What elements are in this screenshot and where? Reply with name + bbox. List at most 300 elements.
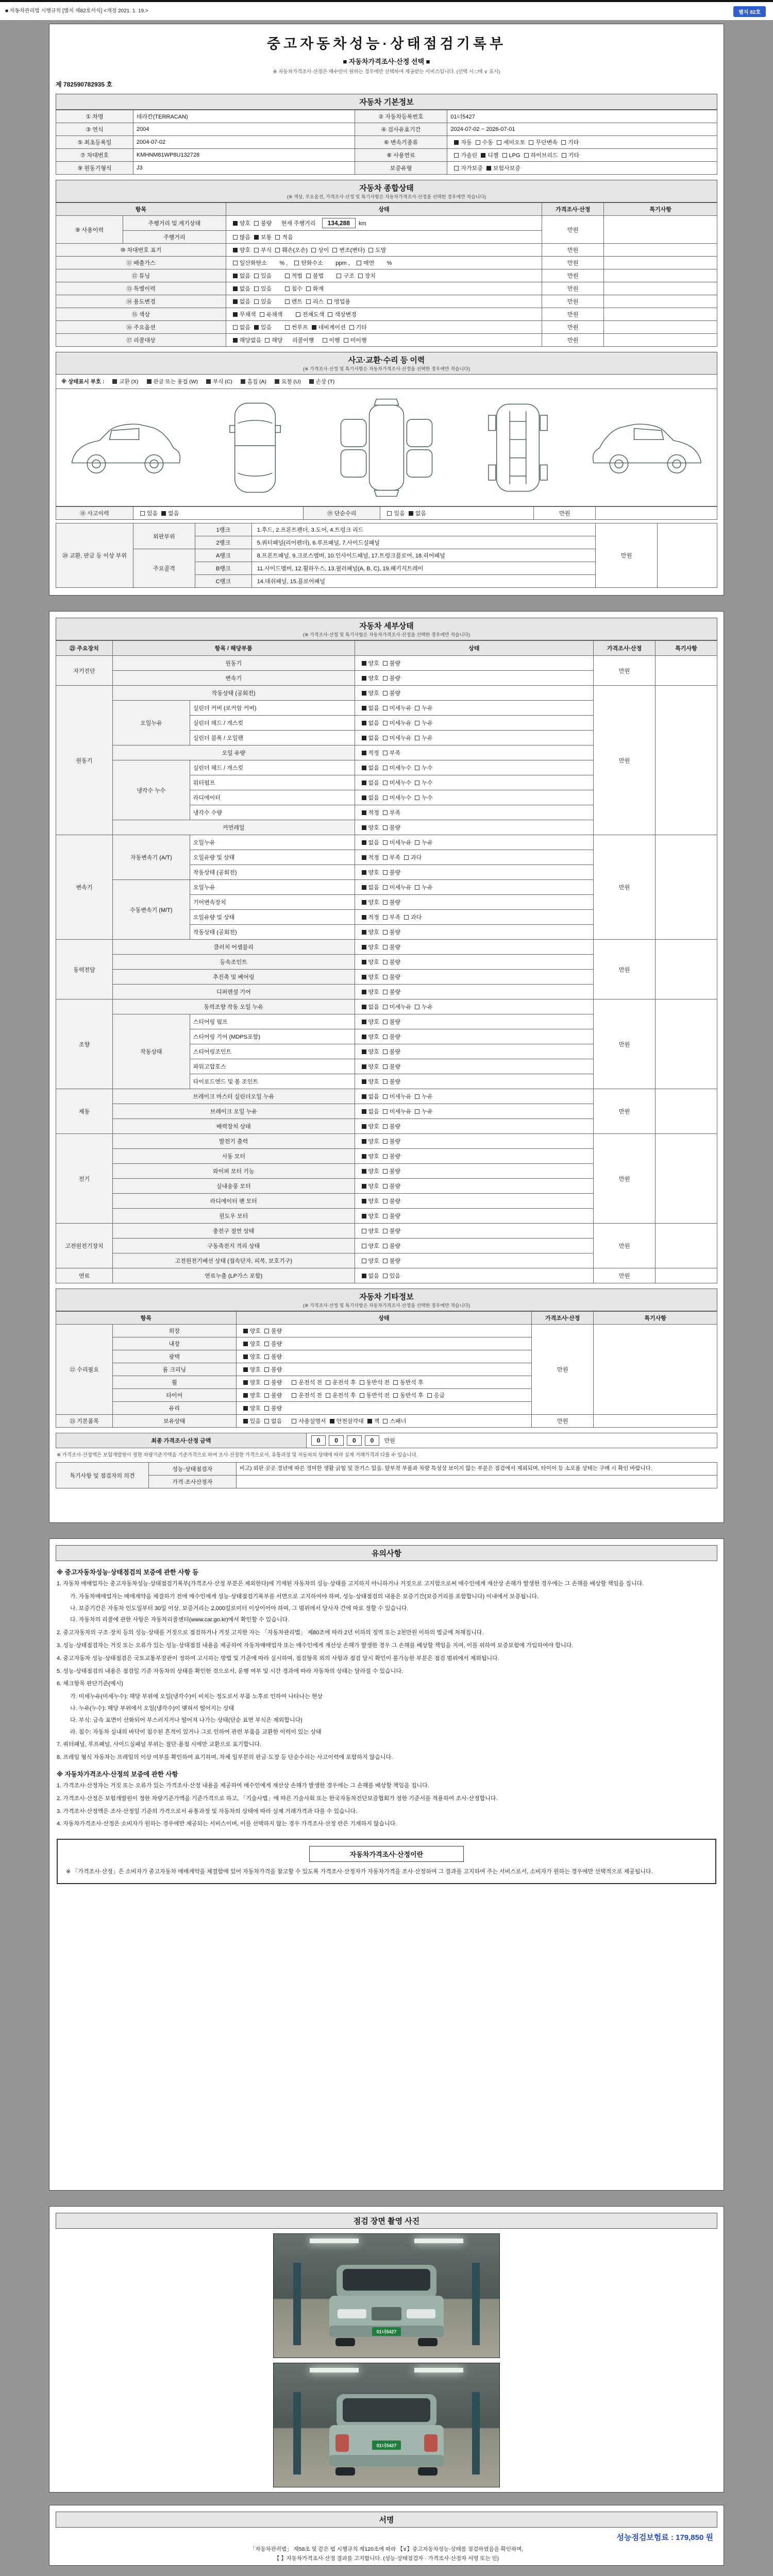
checkbox-icon [415,736,419,740]
value-cell [355,940,594,955]
checkbox-label: 없음 [239,299,250,305]
section-note-accident: (※ 가격조사·산정 및 특기사항은 자동차가격조사·산정을 선택한 경우에만 적습니다) [303,366,470,371]
checkbox-label: 누유 [422,735,433,741]
value-cell [604,295,717,308]
checkbox-icon [383,1244,388,1248]
basic-info-table [56,110,717,175]
checkbox-icon [294,261,299,265]
label-cell: 구동축전지 격리 상태 [112,1239,355,1253]
column-header-cell: 상태 [226,203,542,216]
checkbox-label: 없음 [368,735,379,741]
label-cell: 발전기 출력 [112,1134,355,1149]
car-damage-diagrams [56,389,717,506]
legend-label: 요철 (U) [281,379,301,385]
value-cell: 8.프론트패널, 9.크로스멤버, 10.인사이드패널, 17.트렁크플로어, 18.리어패널 [251,549,595,562]
lift-post-icon [472,2392,480,2475]
section-bar-detail [56,618,717,640]
checkbox-icon [285,299,290,304]
notice-item: 1. 가격조사·산정자는 거짓 또는 오류가 있는 가격조사·산정 내용을 제공하여 매수인에게 재산상 손해가 발생한 경우에는 그 손해를 배상할 책임을 집니다. [57,1782,429,1789]
checkbox-icon [393,1380,398,1385]
checkbox-label: 적법 [291,273,303,279]
checkbox-icon [243,1393,248,1398]
text: km [357,221,366,227]
value-cell [355,850,594,865]
checkbox-icon [233,274,238,278]
table-row [56,835,717,850]
value-cell: 2004-07-02 [133,136,355,149]
checkbox-icon [233,261,238,265]
value-cell [236,1389,532,1402]
legend-square-icon [147,379,152,384]
value-cell [226,244,542,257]
checkbox-label: 미세누유 [389,1094,412,1100]
value-cell [604,334,717,347]
label-cell: 주요골격 [133,549,195,588]
label-cell: ① 차명 [56,110,133,123]
checkbox-icon [383,661,388,666]
checkbox-label: 일산화탄소 [239,260,267,266]
state-mark-legend-item [309,378,335,385]
label-cell: 와이퍼 모터 기능 [112,1164,355,1179]
checkbox-icon [454,140,459,145]
value-cell [355,1074,594,1089]
value-cell: 1.후드, 2.프론트펜더, 3.도어, 4.트렁크 리드 [251,523,595,536]
inspection-photo-front [273,2233,500,2358]
checkbox-label: 없음 [368,1109,379,1115]
value-cell [656,1089,717,1134]
checkbox-label: 양호 [368,1124,379,1130]
price-survey-select-note: ※ 자동차가격조사·산정은 매수인이 원하는 경우에만 선택하여 제공받는 서비스입니다. (선택 시 □에 ∨ 표시) [273,69,500,75]
title-block [56,30,717,75]
table-row [56,507,717,520]
checkbox-icon [254,248,259,252]
table-row [56,1325,717,1337]
checkbox-icon [362,1259,366,1263]
checkbox-label: 운전석 전 [298,1380,323,1386]
checkbox-label: 양호 [249,1341,261,1347]
legend-square-icon [112,379,117,384]
checkbox-icon [529,140,533,145]
checkbox-icon [311,248,316,252]
checkbox-icon [330,1419,334,1423]
value-cell: 만원 [542,295,604,308]
checkbox-icon [383,1419,388,1423]
checkbox-icon [254,221,259,226]
checkbox-icon [362,1094,366,1099]
checkbox-label: 유채색 [266,312,283,318]
checkbox-label: 동반석 후 [400,1393,424,1399]
notice-subitem: 다. 부식: 금속 표면이 산화되어 부스러지거나 떨어져 나가는 상태(단순 표면 부식은 제외합니다) [70,1717,303,1723]
checkbox-icon [362,661,366,666]
main-form-card [49,24,724,596]
checkbox-label: 미세누유 [389,735,412,741]
checkbox-icon [415,1005,419,1009]
label-cell: 작동상태 (공회전) [112,686,355,701]
checkbox-label: 미세누유 [389,885,412,891]
value-cell: 만원 [542,282,604,295]
checkbox-icon [383,1079,388,1084]
checkbox-label: 누유 [422,840,433,846]
value-cell: 만원 [542,269,604,282]
value-cell: 비고) 외판 곳곳 경년에 따른 경미한 생활 긁힘 및 잔기스 있음. 탈부착 부품과 차량 특성상 보이지 않는 부분은 점검에서 제외되며, 타이어 등 소모품 상태는 구매 시 확인 바랍니다. [236,1463,717,1476]
label-cell: 고전원전기장치 [56,1224,113,1268]
label-cell: ㉓ 기본품목 [56,1415,113,1428]
value-cell: 만원 [542,308,604,321]
accident-history-table [56,506,717,520]
label-cell: ② 자동차등록번호 [355,110,447,123]
label-cell: ㉒ 수리필요 [56,1325,113,1415]
checkbox-icon [362,706,366,710]
checkbox-icon [383,781,388,785]
value-cell [226,269,542,282]
legend-square-icon [241,379,245,384]
checkbox-icon [383,900,388,905]
value-cell [656,999,717,1089]
checkbox-label: 불량 [389,870,401,876]
value-cell [355,701,594,716]
value-cell [355,716,594,731]
checkbox-label: 없음 [239,325,250,331]
checkbox-icon [362,945,366,950]
label-cell: ⑩ 차대번호 표기 [56,244,226,257]
checkbox-icon [562,153,566,158]
checkbox-icon [387,511,392,516]
label-cell: ⑬ 특별이력 [56,282,226,295]
checkbox-icon [502,153,507,158]
checkbox-icon [383,751,388,755]
value-cell [355,985,594,999]
checkbox-icon [362,975,366,979]
checkbox-icon [358,274,363,278]
value-cell [656,686,717,835]
checkbox-label: LPG [509,152,520,159]
checkbox-icon [362,855,366,860]
checkbox-label: 양호 [368,825,379,831]
checkbox-label: 없음 [239,273,250,279]
label-cell: 연료누출 (LP가스 포함) [112,1268,355,1283]
label-cell: 내장 [112,1337,236,1350]
table-row [56,136,717,149]
checkbox-icon [362,870,366,875]
checkbox-icon [332,248,337,252]
section-note-overall: (※ 색상, 주요옵션, 가격조사·산정 및 특기사항은 자동차가격조사·산정을 선택한 경우에만 적습니다) [287,194,486,199]
legend-label: 판금 또는 용접 (W) [153,379,198,385]
checkbox-icon [383,975,388,979]
checkbox-label: 없음 [368,780,379,786]
checkbox-label: 변조(변타) [339,247,365,253]
checkbox-label: 불량 [389,1258,401,1264]
table-row [56,123,717,136]
label-cell: ⑪ 배출가스 [56,257,226,269]
value-cell [355,999,594,1014]
checkbox-label: 적정 [368,914,379,921]
state-mark-legend-item [206,378,232,385]
checkbox-label: 불량 [389,1079,401,1085]
label-cell: 등속조인트 [112,955,355,970]
checkbox-icon [264,1329,269,1333]
notice-subitem: 가. 미세누유(미세누수): 해당 부위에 오일(냉각수)이 비치는 정도로서 부품 노후로 인하여 나타나는 현상 [70,1693,323,1700]
checkbox-icon [362,1064,366,1069]
car-front-illustration [322,2262,451,2353]
checkbox-label: 있음 [249,1418,261,1425]
value-cell: 01너5427 [447,110,717,123]
value-cell [355,1268,594,1283]
value-cell: KMHNM81WP8U132728 [133,149,355,162]
checkbox-icon [344,338,348,343]
notice-item: 4. 자동차가격조사·산정은 소비자가 원하는 경우에만 제공되는 서비스이며, 이를 선택하지 않는 경우 가격조사·산정 란은 기재하지 않습니다. [57,1821,397,1827]
section-bar-notice [56,1545,717,1561]
table-row [56,641,717,656]
checkbox-icon [383,1184,388,1189]
checkbox-label: 부족 [389,810,401,816]
value-cell: 만원 [596,523,658,588]
value-cell [236,1415,532,1428]
label-cell: 1랭크 [195,523,251,536]
value-cell [226,231,542,244]
checkbox-icon [349,325,354,330]
checkbox-label: 해당 [272,337,283,344]
checkbox-label: 불량 [389,944,401,951]
checkbox-label: 스패너 [390,1418,407,1425]
checkbox-icon [292,1393,296,1398]
checkbox-icon [360,1380,364,1385]
checkbox-icon [306,286,311,291]
ceiling-light-icon [414,2239,463,2243]
checkbox-label: 불량 [271,1341,282,1347]
checkbox-icon [383,930,388,935]
checkbox-label: 불량 [389,974,401,980]
lift-post-icon [293,2392,301,2475]
checkbox-label: 누수 [422,780,433,786]
checkbox-label: 해당없음 [239,337,262,344]
column-header-cell: 가격조사·산정 [542,203,604,216]
checkbox-label: 불량 [389,1064,401,1070]
checkbox-icon [254,286,259,291]
label-cell: ⑱ 사고이력 [56,507,133,520]
text [324,273,333,279]
checkbox-label: 불량 [389,675,401,682]
label-cell: 오일 유량 [112,745,355,760]
detail-status-table [56,640,717,1283]
checkbox-label: 동반석 전 [366,1393,390,1399]
checkbox-icon [383,960,388,964]
checkbox-label: 있음 [261,273,272,279]
checkbox-icon [362,721,366,725]
checkbox-icon [383,855,388,860]
value-cell [355,1104,594,1119]
checkbox-label: 무채색 [239,312,256,318]
label-cell: 원동기 [112,656,355,671]
checkbox-label: 양호 [368,660,379,667]
label-cell: 제동 [56,1089,113,1134]
checkbox-icon [264,1342,269,1346]
checkbox-label: 미세누수 [389,795,412,801]
label-cell: 유리 [112,1402,236,1415]
checkbox-icon [362,960,366,964]
checkbox-icon [362,900,366,905]
checkbox-icon [383,885,388,890]
checkbox-label: 양호 [249,1328,261,1334]
label-cell: 전기 [56,1134,113,1224]
checkbox-icon [409,511,413,516]
value-cell: 오일유량 및 상태 [190,910,355,925]
checkbox-label: 불량 [389,1034,401,1040]
checkbox-label: 불량 [389,1183,401,1190]
checkbox-label: 불량 [389,1019,401,1025]
checkbox-icon [362,1049,366,1054]
checkbox-label: 침수 [291,286,303,292]
checkbox-label: 양호 [368,1034,379,1040]
checkbox-icon [254,235,259,240]
checkbox-label: 미세누유 [389,1109,412,1115]
checkbox-label: 보험사보증 [493,165,521,172]
checkbox-icon [161,511,166,516]
top-strip [0,0,773,21]
checkbox-icon [383,1274,388,1278]
table-row [56,244,717,257]
checkbox-icon [393,1393,398,1398]
value-cell [604,257,717,269]
checkbox-icon [362,990,366,994]
checkbox-label: 불량 [271,1380,282,1386]
label-cell: 조향 [56,999,113,1089]
notice-subitem: 다. 자동차의 리콜에 관한 사항은 자동차리콜센터(www.car.go.kr)에서 확인할 수 있습니다. [70,1617,290,1623]
checkbox-label: 자동 [461,140,472,146]
value-cell: 만원 [532,1415,594,1428]
value-cell: 파워고압호스 [190,1059,355,1074]
checkbox-label: 없음 [168,511,179,517]
checkbox-icon [362,1214,366,1218]
checkbox-icon [454,153,459,158]
checkbox-icon [383,1199,388,1204]
label-cell: ⑨ 사용이력 [56,216,123,244]
value-cell [355,731,594,745]
text: 리콜이행 [282,337,319,344]
checkbox-label: 있음 [389,1273,401,1279]
value-cell [656,656,717,686]
text: % [374,260,392,266]
checkbox-label: 없음 [239,286,250,292]
checkbox-icon [362,915,366,920]
price-survey-definition-box [57,1839,716,1884]
label-cell: 동력전달 [56,940,113,999]
notice-item: 1. 자동차 매매업자는 중고자동차성능·상태점검기록부(가격조사·산정 부분은 제외한다)에 기재된 자동차의 성능·상태를 고지하지 아니하거나 거짓으로 고지함으로써 매수인에게 재산상 손해가 발생한 경우에는 그 손해를 배상할 책임을 집니다. [57,1581,644,1587]
text [272,273,281,279]
value-cell [355,1044,594,1059]
state-mark-legend-item [112,378,138,385]
car-diagram-side-right-icon [589,395,710,501]
checkbox-label: 없음 [368,795,379,801]
value-cell [355,1239,594,1253]
table-row [56,1463,717,1476]
checkbox-label: 운전석 후 [332,1393,356,1399]
value-cell [355,1179,594,1194]
car-diagram-underbody-icon [457,395,579,501]
checkbox-label: 누수 [422,765,433,771]
label-cell: 윈도우 모터 [112,1209,355,1224]
checkbox-label: 없음 [368,1273,379,1279]
checkbox-label: 양호 [368,1079,379,1085]
value-cell [355,775,594,790]
value-cell: 스티어링 기어 (MDPS포함) [190,1029,355,1044]
value-cell [594,1325,717,1415]
checkbox-icon [362,1005,366,1009]
value-cell: 워터펌프 [190,775,355,790]
checkbox-label: 양호 [368,900,379,906]
checkbox-label: 있음 [261,286,272,292]
value-cell [355,1194,594,1209]
section-title-sign: 서명 [379,2516,394,2524]
value-cell [355,1149,594,1164]
checkbox-icon [415,706,419,710]
value-box: 0 [347,1435,362,1446]
license-plate-rear: 01너5427 [376,2443,397,2448]
value-cell [226,334,542,347]
checkbox-label: 없음 [368,840,379,846]
checkbox-icon [383,691,388,696]
checkbox-label: 기타 [356,325,367,331]
checkbox-label: 없음 [368,765,379,771]
value-cell [658,523,717,588]
definition-box-title: 자동차가격조사·산정이란 [309,1846,464,1862]
checkbox-label: 상이 [318,247,329,253]
checkbox-label: 누유 [422,705,433,711]
label-cell: 보유상태 [112,1415,236,1428]
detail-card [49,611,724,1523]
checkbox-label: 불량 [271,1367,282,1373]
value-cell: 5.쿼터패널(리어펜더), 6.루프패널, 7.사이드실패널 [251,536,595,549]
checkbox-label: 과다 [411,914,422,921]
label-cell: 성능·상태점검자 [148,1463,236,1476]
checkbox-icon [362,1199,366,1204]
label-cell: 자동변속기 (A/T) [112,835,190,880]
label-cell: 배력장치 상태 [112,1119,355,1134]
checkbox-label: 구조 [343,273,355,279]
checkbox-icon [383,825,388,830]
checkbox-label: 보통 [261,234,272,241]
checkbox-icon [383,676,388,681]
checkbox-icon [265,338,270,343]
table-row [56,257,717,269]
checkbox-label: 누유 [422,1109,433,1115]
value-cell [236,1325,532,1337]
value-cell: 스티어링조인트 [190,1044,355,1059]
label-cell: ⑦ 차대번호 [56,149,133,162]
label-cell: 광택 [112,1350,236,1363]
value-cell [656,835,717,940]
column-header-cell: ㉑ 주요장치 [56,641,113,656]
label-cell: 가격·조사산정자 [148,1476,236,1488]
column-header-cell: 특기사항 [594,1312,717,1325]
label-cell: 브레이크 오일 누유 [112,1104,355,1119]
label-cell: 룸 크리닝 [112,1363,236,1376]
checkbox-label: 렌트 [291,299,303,305]
checkbox-icon [362,810,366,815]
table-row [56,1433,717,1448]
checkbox-icon [254,325,259,330]
checkbox-icon [362,1184,366,1189]
text [272,325,281,331]
checkbox-label: 있음 [261,299,272,305]
checkbox-label: 불량 [271,1393,282,1399]
checkbox-label: 있음 [146,511,158,517]
label-cell: ⑯ 주요옵션 [56,321,226,334]
value-cell [355,865,594,880]
text [282,1418,288,1425]
value-cell: 만원 [594,940,656,999]
checkbox-icon [362,676,366,681]
checkbox-label: 불량 [389,1154,401,1160]
